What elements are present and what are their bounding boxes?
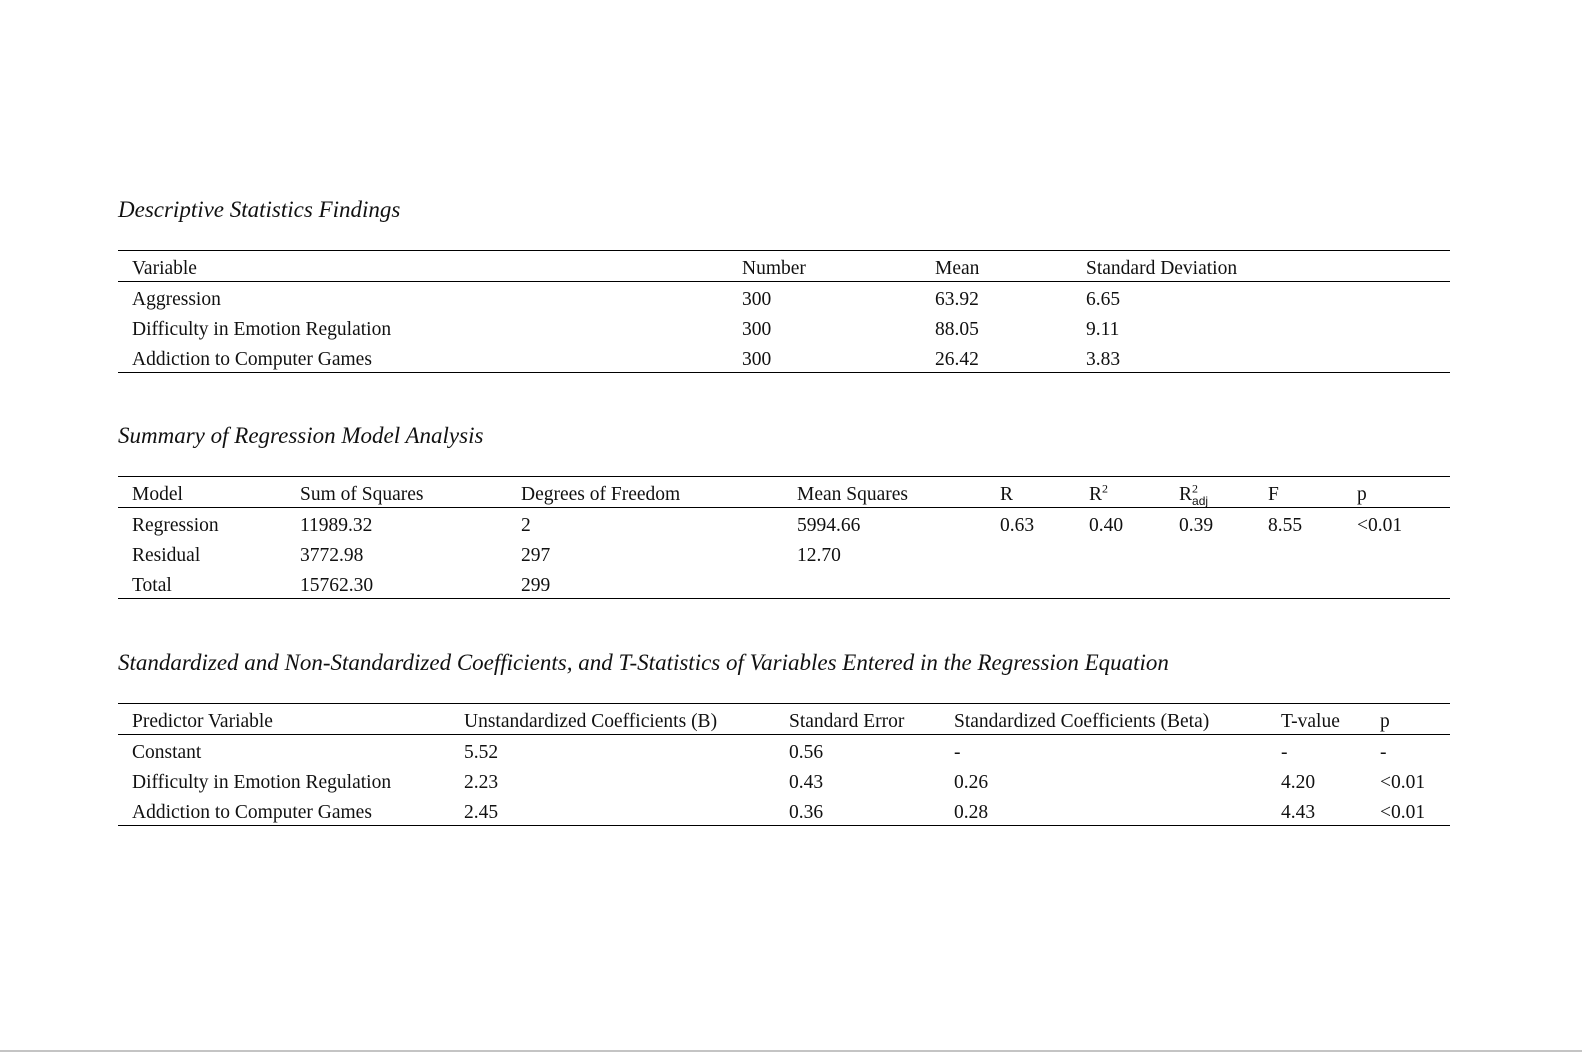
table-cell: 5.52 [464, 742, 499, 763]
header-label: Model [132, 484, 183, 505]
table-cell: 0.43 [789, 772, 824, 793]
table-row [118, 568, 1450, 598]
table-cell: 297 [521, 545, 551, 566]
table-row [118, 342, 1450, 372]
table-row [118, 508, 1450, 538]
column-header-mean [935, 254, 979, 284]
header-label: Mean Squares [797, 484, 909, 505]
header-row [118, 251, 1450, 282]
header-label: Variable [132, 258, 197, 279]
table-cell: 3.83 [1086, 349, 1121, 370]
column-header-standardized-coefficients-beta [954, 707, 1209, 737]
table-cell: 300 [742, 319, 772, 340]
table-cell: Residual [132, 545, 201, 566]
table-cell: Addiction to Computer Games [132, 802, 372, 823]
column-header-t-value [1281, 707, 1340, 737]
table-cell: 300 [742, 289, 772, 310]
column-header-degrees-of-freedom [521, 480, 680, 510]
table-cell: 2 [521, 515, 531, 536]
table-cell: 8.55 [1268, 515, 1303, 536]
table-cell: 0.26 [954, 772, 989, 793]
table-cell: 0.63 [1000, 515, 1035, 536]
table-1 [118, 250, 1450, 373]
table-cell: 0.40 [1089, 515, 1124, 536]
table-cell: - [1380, 742, 1387, 763]
table-cell: 299 [521, 575, 551, 596]
header-label: R [1179, 484, 1193, 505]
header-label: T-value [1281, 711, 1340, 732]
column-header-r [1089, 480, 1108, 510]
table-cell: Aggression [132, 289, 221, 310]
header-label: Standard Error [789, 711, 905, 732]
column-header-number [742, 254, 806, 284]
table-cell: 300 [742, 349, 772, 370]
subscript: adj [1192, 493, 1209, 508]
table-cell: 4.20 [1281, 772, 1316, 793]
table-cell: <0.01 [1357, 515, 1403, 536]
table-cell: <0.01 [1380, 772, 1426, 793]
table-cell: - [1281, 742, 1288, 763]
table-cell: 3772.98 [300, 545, 364, 566]
table-cell: 26.42 [935, 349, 979, 370]
column-header-variable [132, 254, 197, 284]
table-cell: 0.36 [789, 802, 824, 823]
table-row [118, 765, 1450, 795]
header-label: R [1000, 484, 1014, 505]
column-header-r [1179, 480, 1208, 510]
column-header-sum-of-squares [300, 480, 424, 510]
superscript: 2 [1192, 481, 1199, 496]
header-label: R [1089, 484, 1103, 505]
table-title: Standardized and Non-Standardized Coefficients, and T-Statistics of Variables Entered in the Regression Equation [118, 650, 1169, 675]
table-cell: 2.23 [464, 772, 499, 793]
table-cell: 9.11 [1086, 319, 1120, 340]
table-cell: - [954, 742, 961, 763]
table-cell: Total [132, 575, 172, 596]
table-title: Summary of Regression Model Analysis [118, 423, 484, 448]
column-header-model [132, 480, 183, 510]
table-3 [118, 703, 1450, 826]
table-cell: 2.45 [464, 802, 499, 823]
table-cell: Regression [132, 515, 219, 536]
table-row [118, 282, 1450, 312]
table-row [118, 795, 1450, 825]
header-label: Standardized Coefficients (Beta) [954, 711, 1210, 732]
header-label: Standard Deviation [1086, 258, 1238, 279]
table-cell: 0.28 [954, 802, 989, 823]
table-cell: 0.56 [789, 742, 824, 763]
column-header-standard-error [789, 707, 904, 737]
table-row [118, 735, 1450, 765]
superscript: 2 [1102, 481, 1109, 496]
column-header-unstandardized-coefficients-b [464, 707, 717, 737]
table-cell: 88.05 [935, 319, 979, 340]
header-label: p [1380, 711, 1390, 732]
table-cell: Constant [132, 742, 202, 763]
header-row [118, 704, 1450, 735]
header-label: F [1268, 484, 1279, 505]
table-cell: Addiction to Computer Games [132, 349, 372, 370]
header-label: Number [742, 258, 806, 279]
column-header-predictor-variable [132, 707, 273, 737]
table-cell: 11989.32 [300, 515, 373, 536]
header-label: p [1357, 484, 1367, 505]
header-label: Predictor Variable [132, 711, 273, 732]
table-cell: <0.01 [1380, 802, 1426, 823]
header-label: Sum of Squares [300, 484, 424, 505]
table-cell: 12.70 [797, 545, 841, 566]
header-row [118, 477, 1450, 508]
table-cell: 4.43 [1281, 802, 1316, 823]
table-row [118, 312, 1450, 342]
header-label: Degrees of Freedom [521, 484, 681, 505]
table-cell: 63.92 [935, 289, 979, 310]
table-cell: Difficulty in Emotion Regulation [132, 772, 392, 793]
table-2 [118, 476, 1450, 599]
column-header-r [1000, 480, 1013, 510]
table-title: Descriptive Statistics Findings [118, 197, 401, 222]
table-cell: 6.65 [1086, 289, 1121, 310]
column-header-standard-deviation [1086, 254, 1237, 284]
header-label: Unstandardized Coefficients (B) [464, 711, 718, 732]
table-cell: 0.39 [1179, 515, 1214, 536]
header-label: Mean [935, 258, 980, 279]
column-header-mean-squares [797, 480, 908, 510]
table-cell: 15762.30 [300, 575, 374, 596]
column-header-p [1380, 707, 1390, 737]
table-row [118, 538, 1450, 568]
column-header-f [1268, 480, 1279, 510]
column-header-p [1357, 480, 1367, 510]
table-cell: 5994.66 [797, 515, 861, 536]
table-cell: Difficulty in Emotion Regulation [132, 319, 392, 340]
